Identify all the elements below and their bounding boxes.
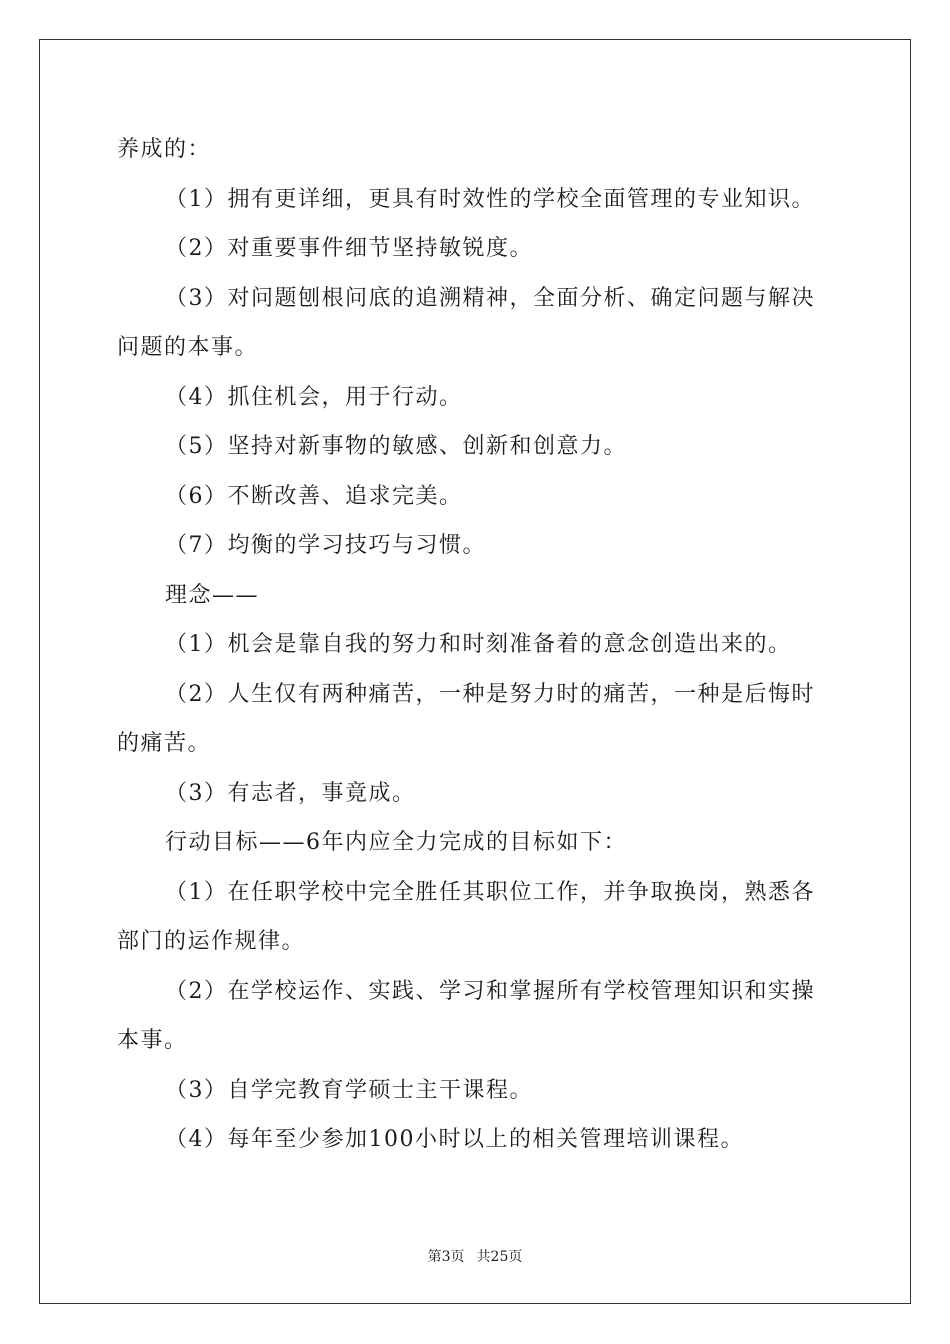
page-total: 共25页 [476, 1249, 523, 1265]
paragraph: （4）每年至少参加100小时以上的相关管理培训课程。 [165, 1127, 744, 1152]
paragraph: （3）对问题刨根问底的追溯精神，全面分析、确定问题与解决问题的本事。 [117, 285, 815, 360]
paragraph: （2）对重要事件细节坚持敏锐度。 [165, 236, 533, 261]
paragraph: 养成的： [117, 137, 212, 162]
paragraph: （1）拥有更详细，更具有时效性的学校全面管理的专业知识。 [165, 186, 815, 212]
paragraph: （5）坚持对新事物的敏感、创新和创意力。 [165, 434, 627, 459]
page-number: 第3页 [427, 1249, 465, 1265]
paragraph: （1）在任职学校中完全胜任其职位工作，并争取换岗，熟悉各部门的运作规律。 [117, 879, 815, 954]
paragraph: 行动目标——6年内应全力完成的目标如下： [165, 830, 627, 855]
paragraph: （2）人生仅有两种痛苦，一种是努力时的痛苦，一种是后悔时的痛苦。 [117, 681, 815, 756]
page-footer [0, 1246, 950, 1266]
paragraph: （3）自学完教育学硕士主干课程。 [165, 1077, 533, 1103]
paragraph: （6）不断改善、追求完美。 [165, 483, 463, 509]
paragraph: （4）抓住机会，用于行动。 [165, 384, 463, 410]
paragraph: （3）有志者，事竟成。 [165, 780, 416, 806]
paragraph: 理念—— [165, 582, 260, 608]
paragraph: （7）均衡的学习技巧与习惯。 [165, 533, 486, 558]
document-body [117, 125, 837, 1165]
paragraph: （1）机会是靠自我的努力和时刻准备着的意念创造出来的。 [165, 632, 792, 657]
paragraph: （2）在学校运作、实践、学习和掌握所有学校管理知识和实操本事。 [117, 978, 815, 1053]
